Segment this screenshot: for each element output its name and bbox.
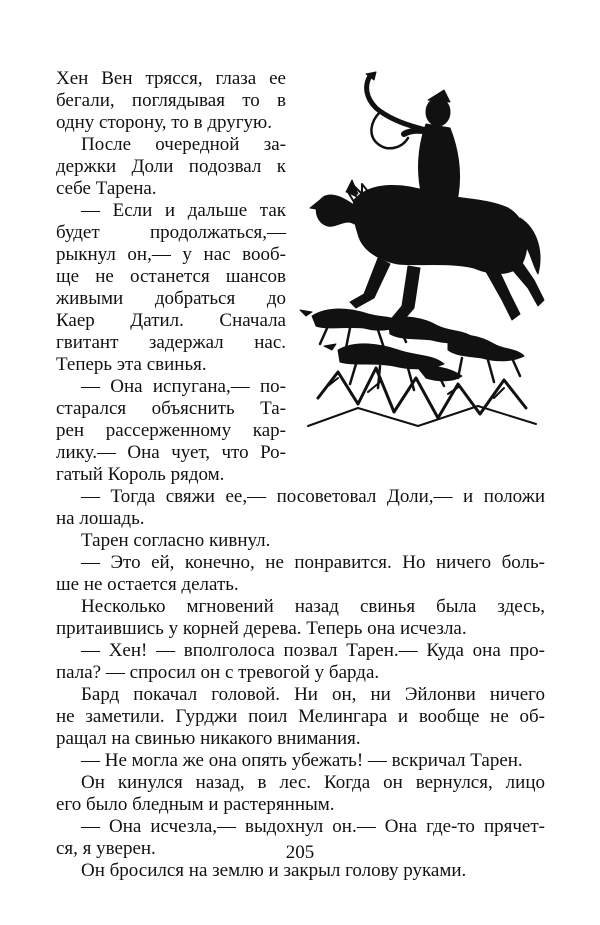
text-line: бегали, поглядывая то в: [56, 90, 286, 111]
text-line: рыкнул он,— у нас вооб-: [56, 244, 286, 265]
text-line: будет продолжаться,—: [56, 222, 286, 243]
text-line: Теперь эта свинья.: [56, 354, 207, 375]
text-line: Он кинулся назад, в лес. Когда он вернулся, лицо: [81, 772, 545, 793]
text-line: держки Доли подозвал к: [56, 156, 286, 177]
text-line: Каер Датил. Сначала: [56, 310, 286, 331]
text-line: — Не могла же она опять убежать! — вскричал Тарен.: [81, 750, 523, 771]
text-line: После очередной за-: [81, 134, 286, 155]
text-line: себе Тарена.: [56, 178, 157, 199]
text-line: старался объяснить Та-: [56, 398, 286, 419]
text-line: Несколько мгновений назад свинья была здесь,: [81, 596, 545, 617]
text-line: — Хен! — вполголоса позвал Тарен.— Куда она про-: [81, 640, 545, 661]
text-line: ся, я уверен.: [56, 838, 156, 859]
text-line: — Она испугана,— по-: [81, 376, 286, 397]
text-line: на лошадь.: [56, 508, 145, 529]
text-line: гатый Король рядом.: [56, 464, 225, 485]
text-line: Хен Вен трясся, глаза ее: [56, 68, 286, 89]
text-line: Бард покачал головой. Ни он, ни Эйлонви ничего: [81, 684, 545, 705]
text-line: рен рассерженному кар-: [56, 420, 286, 441]
text-line: Тарен согласно кивнул.: [81, 530, 271, 551]
text-line: его было бледным и растерянным.: [56, 794, 335, 815]
horseman-with-horn-and-hounds-icon: [298, 68, 546, 430]
text-line: притаившись у корней дерева. Теперь она исчезла.: [56, 618, 467, 639]
text-line: лику.— Она чует, что Ро-: [56, 442, 286, 463]
text-line: — Это ей, конечно, не понравится. Но ничего боль-: [81, 552, 545, 573]
text-line: ращал на свинью никакого внимания.: [56, 728, 361, 749]
text-line: ше не остается делать.: [56, 574, 239, 595]
text-line: — Она исчезла,— выдохнул он.— Она где-то прячет-: [81, 816, 545, 837]
text-line: гвитант задержал нас.: [56, 332, 286, 353]
text-line: пала? — спросил он с тревогой у барда.: [56, 662, 380, 683]
text-line: не заметили. Гурджи поил Мелингара и вообще не об-: [56, 706, 545, 727]
text-line: живыми добраться до: [56, 288, 286, 309]
text-line: одну сторону, то в другую.: [56, 112, 272, 133]
text-line: — Тогда свяжи ее,— посоветовал Доли,— и положи: [81, 486, 545, 507]
text-line: ще не останется шансов: [56, 266, 286, 287]
page-number: 205: [285, 842, 315, 863]
text-line: — Если и дальше так: [81, 200, 286, 221]
text-line: Он бросился на землю и закрыл голову руками.: [81, 860, 467, 881]
